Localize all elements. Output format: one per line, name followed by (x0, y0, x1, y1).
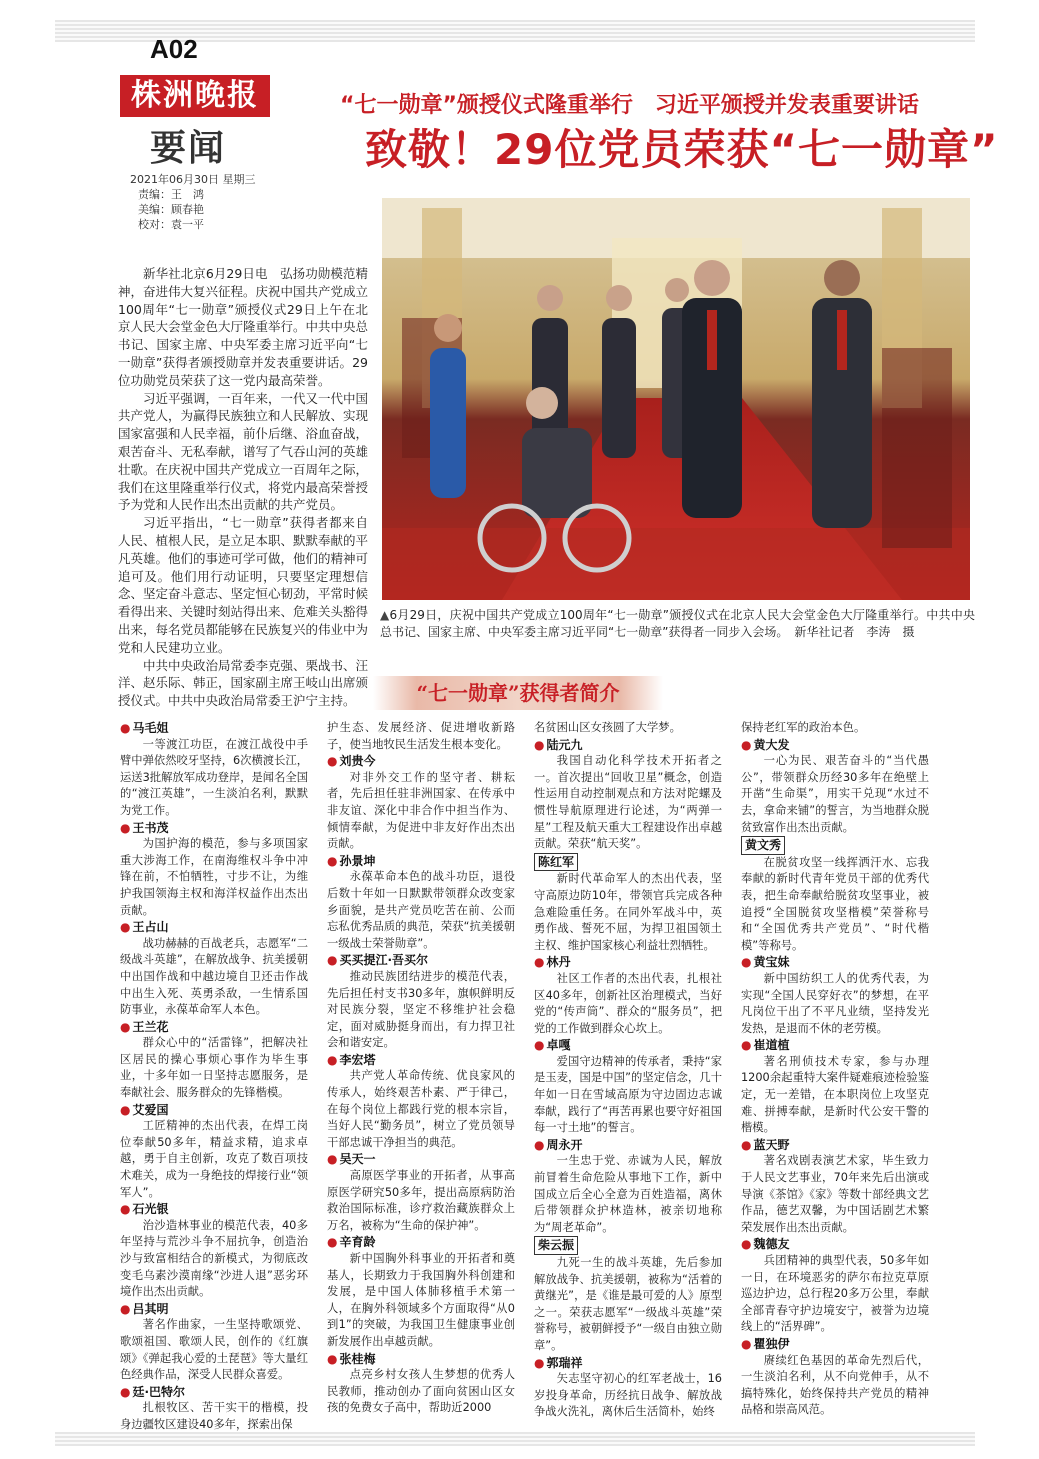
profile-desc: 九死一生的战斗英雄，先后参加解放战争、抗美援朝，被称为“活着的黄继光”，是《谁是最可爱的人》原型之一。荣获志愿军“一级战斗英雄”荣誉称号，被朝鲜授予“一级自由独立勋章”。 (534, 1256, 722, 1352)
article-paragraph: 习近平指出，“七一勋章”获得者都来自人民、植根人民，是立足本职、默默奉献的平凡英雄。他们的事迹可学可做，他们的精神可追可及。他们用行动证明，只要坚定理想信念、坚定奋斗意志、坚定恒心韧劲，平常时候看得出来、关键时刻站得出来、危难关头豁得出来，每名党员都能够在民族复兴的伟业中为党和人民建功立业。 (118, 515, 369, 655)
bullet-icon: ● (120, 1301, 131, 1316)
bullet-icon: ● (120, 721, 131, 735)
profile-name: ● 李宏塔 (327, 1052, 376, 1067)
bullet-icon: ● (120, 1384, 131, 1399)
profile-name: ● 辛育龄 (327, 1235, 376, 1250)
profile-name: ● 卓嘎 (534, 1038, 571, 1053)
profile-desc: 兵团精神的典型代表，50多年如一日，在环境恶劣的萨尔布拉克草原巡边护边，总行程20多万公里，奉献全部青春守护边境安宁，被誉为边境线上的“活界碑”。 (741, 1254, 929, 1334)
profile-name: ● 张桂梅 (327, 1351, 376, 1366)
profile-desc: 一等渡江功臣，在渡江战役中手臂中弹依然咬牙坚持，6次横渡长江，运送3批解放军成功登岸，是闻名全国的“渡江英雄”，一生淡泊名利，默默为党工作。 (120, 737, 308, 817)
profile-name: ● 蓝天野 (741, 1137, 790, 1152)
profiles-banner-title: “七一勋章”获得者简介 (416, 681, 620, 705)
profile-desc: 著名作曲家，一生坚持歌颂党、歌颂祖国、歌颂人民，创作的《红旗颂》《弹起我心爱的土琵琶》等大量红色经典作品，深受人民群众喜爱。 (120, 1318, 308, 1382)
profile-name: ● 周永开 (534, 1137, 583, 1152)
profile-name-boxed: 陈红军 (534, 853, 722, 872)
article-paragraph: 新华社北京6月29日电 弘扬功勋模范精神，奋进伟大复兴征程。庆祝中国共产党成立100周年“七一勋章”颁授仪式29日上午在北京人民大会堂金色大厅隆重举行。中共中央总书记、国家主席、中央军委主席习近平向“七一勋章”获得者颁授勋章并发表重要讲话。29位功勋党员荣获了这一党内最高荣誉。 (118, 266, 369, 388)
profile-continued-text: 保持老红军的政治本色。 (741, 721, 866, 734)
profile-desc: 赓续红色基因的革命先烈后代，一生淡泊名利，从不向党伸手，从不搞特殊化，始终保持共产党员的精神品格和崇高风范。 (741, 1353, 929, 1417)
profile-name: ● 王书茂 (120, 820, 169, 835)
news-photo (382, 198, 970, 600)
profile-name: ● 吴天一 (327, 1152, 376, 1167)
bullet-icon: ● (120, 1019, 131, 1034)
profile-name: ● 王兰花 (120, 1019, 169, 1034)
bullet-icon: ● (120, 1202, 131, 1217)
bullet-icon: ● (327, 953, 338, 968)
masthead-logo: 株洲晚报 (120, 75, 270, 117)
profile-name: ● 马毛姐 (120, 721, 169, 735)
bottom-decorative-stripe (55, 1432, 975, 1446)
profile-desc: 为国护海的模范，参与多项国家重大涉海工作，在南海维权斗争中冲锋在前，不怕牺牲，寸步不让，为维护我国领海主权和海洋权益作出杰出贡献。 (120, 837, 308, 917)
profile-name: ● 陆元九 (534, 737, 583, 752)
profile-name: ● 崔道植 (741, 1038, 790, 1053)
profile-desc: 社区工作者的杰出代表，扎根社区40多年，创新社区治理模式，当好党的“传声筒”、群众的“服务员”，把党的工作做到群众心坎上。 (534, 971, 722, 1035)
bullet-icon: ● (327, 1052, 338, 1067)
profile-desc: 矢志坚守初心的红军老战士，16岁投身革命，历经抗日战争、解放战争战火洗礼，离休后生活简朴，始终 (534, 1372, 722, 1419)
profile-desc: 永葆革命本色的战斗功臣，退役后数十年如一日默默带领群众改变家乡面貌，是共产党员吃苦在前、公而忘私优秀品质的典范，荣获“抗美援朝一级战士荣誉勋章”。 (327, 870, 515, 950)
profile-name: ● 王占山 (120, 920, 169, 935)
article-paragraph: 习近平强调，一百年来，一代又一代中国共产党人，为赢得民族独立和人民解放、实现国家富强和人民幸福，前仆后继、浴血奋战，艰苦奋斗、无私奉献，谱写了气吞山河的英雄壮歌。在庆祝中国共产党成立一百周年之际，我们在这里隆重举行仪式，将党内最高荣誉授予为党和人民作出杰出贡献的共产党员。 (118, 390, 369, 513)
bullet-icon: ● (120, 1102, 131, 1117)
bullet-icon: ● (741, 1137, 752, 1152)
profile-name: ● 魏德友 (741, 1237, 790, 1252)
bullet-icon: ● (327, 1351, 338, 1366)
bullet-icon: ● (120, 920, 131, 935)
profile-desc: 点亮乡村女孩人生梦想的优秀人民教师，推动创办了面向贫困山区女孩的免费女子高中，帮助近2000 (327, 1368, 515, 1415)
caption-marker-icon: ▲ (380, 608, 390, 622)
profile-desc: 高原医学事业的开拓者，从事高原医学研究50多年，提出高原病防治救治国际标准，诊疗救治藏族群众上万名，被称为“生命的保护神”。 (327, 1169, 515, 1232)
profile-name-boxed: 黄文秀 (741, 836, 929, 855)
bullet-icon: ● (120, 820, 131, 835)
article-paragraph: 中共中央政治局常委李克强、栗战书、汪洋、赵乐际、韩正，国家副主席王岐山出席颁授仪式。中共中央政治局常委王沪宁主持。 (118, 657, 369, 709)
profiles-banner (373, 676, 663, 710)
editorial-info (130, 172, 256, 232)
bullet-icon: ● (534, 955, 545, 970)
profile-desc: 推动民族团结进步的模范代表，先后担任村支书30多年，旗帜鲜明反对民族分裂，坚定不移维护社会稳定，面对威胁挺身而出，有力捍卫社会和谐安定。 (327, 969, 515, 1050)
profile-desc: 著名戏剧表演艺术家，毕生致力于人民文艺事业，70年来先后出演或导演《茶馆》《家》等数十部经典文艺作品，德艺双馨，为中国话剧艺术繁荣发展作出杰出贡献。 (741, 1154, 929, 1234)
profile-desc: 著名刑侦技术专家，参与办理1200余起重特大案件疑难痕迹检验鉴定，无一差错，在本职岗位上攻坚克难、拼搏奉献，是新时代公安干警的楷模。 (741, 1054, 929, 1135)
profiles-column-4 (741, 720, 929, 1419)
profile-name: ● 石光银 (120, 1202, 169, 1217)
profile-name: ● 林丹 (534, 955, 571, 970)
profile-desc: 爱国守边精神的传承者，秉持“家是玉麦，国是中国”的坚定信念，几十年如一日在雪域高原为守边固边志诚奉献，践行了“再苦再累也要守好祖国每一寸土地”的誓言。 (534, 1054, 722, 1135)
bullet-icon: ● (534, 1355, 545, 1370)
editor-credit: 责编：王 鸿 (138, 188, 204, 201)
proofreader-credit: 校对：袁一平 (138, 218, 204, 231)
bullet-icon: ● (327, 754, 338, 769)
profile-desc: 新中国纺织工人的优秀代表，为实现“全国人民穿好衣”的梦想，在平凡岗位干出了不平凡业绩，坚持发光发热，是退而不休的老劳模。 (741, 971, 929, 1035)
profile-name: ● 黄大发 (741, 737, 790, 752)
issue-date: 2021年06月30日 星期三 (130, 173, 256, 186)
bullet-icon: ● (741, 737, 752, 752)
profile-name: ● 黄宝妹 (741, 955, 790, 970)
profile-desc: 在脱贫攻坚一线挥洒汗水、忘我奉献的新时代青年党员干部的优秀代表，把生命奉献给脱贫攻坚事业，被追授“全国脱贫攻坚楷模”荣誉称号和“全国优秀共产党员”、“时代楷模”等称号。 (741, 855, 929, 952)
bullet-icon: ● (327, 1152, 338, 1167)
profiles-column-1 (120, 720, 308, 1434)
profile-desc: 对非外交工作的坚守者、耕耘者，先后担任驻非洲国家、在传承中非友谊、深化中非合作中担当作为、倾情奉献，为促进中非友好作出杰出贡献。 (327, 770, 515, 851)
profile-name: ● 廷·巴特尔 (120, 1384, 186, 1399)
bullet-icon: ● (741, 955, 752, 970)
headline-kicker: “七一勋章”颁授仪式隆重举行 习近平颁授并发表重要讲话 (340, 93, 919, 118)
section-title: 要闻 (150, 127, 227, 169)
profile-desc: 新时代革命军人的杰出代表，坚守高原边防10年，带领官兵完成各种急难险重任务。在同外军战斗中，英勇作战、誓死不屈，为捍卫祖国领土主权、维护国家核心利益壮烈牺牲。 (534, 872, 722, 952)
profile-name-boxed: 柴云振 (534, 1236, 722, 1255)
lead-article (118, 265, 368, 710)
profile-desc: 群众心中的“活雷锋”，把解决社区居民的操心事烦心事作为毕生事业，十多年如一日坚持志愿服务，是奉献社会、服务群众的先锋楷模。 (120, 1036, 308, 1100)
profile-name: ● 孙景坤 (327, 853, 376, 868)
profile-name: ● 买买提江·吾买尔 (327, 953, 429, 968)
designer-credit: 美编：顾春艳 (138, 203, 204, 216)
bullet-icon: ● (327, 1235, 338, 1250)
bullet-icon: ● (741, 1038, 752, 1053)
profile-continued-text: 名贫困山区女孩圆了大学梦。 (534, 721, 681, 734)
profile-name: ● 吕其明 (120, 1301, 169, 1316)
profile-desc: 治沙造林事业的模范代表，40多年坚持与荒沙斗争不屈抗争，创造治沙与致富相结合的新模式，为彻底改变毛乌素沙漠南缘“沙进人退”恶劣环境作出杰出贡献。 (120, 1218, 308, 1299)
profile-name: ● 刘贵今 (327, 754, 376, 769)
profile-desc: 一心为民、艰苦奋斗的“当代愚公”，带领群众历经30多年在绝壁上开凿“生命渠”，用实干兑现“水过不去，拿命来铺”的誓言，为当地群众脱贫致富作出杰出贡献。 (741, 754, 929, 834)
profile-desc: 新中国胸外科事业的开拓者和奠基人，长期致力于我国胸外科创建和发展，是中国人体肺移植手术第一人，在胸外科领域多个方面取得“从0到1”的突破，为我国卫生健康事业创新发展作出卓越贡献。 (327, 1252, 515, 1348)
photo-caption (380, 607, 975, 641)
bullet-icon: ● (534, 1038, 545, 1053)
bullet-icon: ● (741, 1237, 752, 1252)
profile-continued-text: 护生态、发展经济、促进增收新路子，使当地牧民生活发生根本变化。 (327, 721, 515, 751)
profile-desc: 扎根牧区、苦干实干的楷模，投身边疆牧区建设40多年，探索出保 (120, 1401, 308, 1431)
profile-desc: 工匠精神的杰出代表，在焊工岗位奉献50多年，精益求精，追求卓越，勇于自主创新，攻克了数百项技术难关，成为一身绝技的焊接行业“领军人”。 (120, 1119, 308, 1199)
page-number: A02 (150, 34, 198, 64)
bullet-icon: ● (534, 737, 545, 752)
caption-text: 6月29日，庆祝中国共产党成立100周年“七一勋章”颁授仪式在北京人民大会堂金色大厅隆重举行。中共中央总书记、国家主席、中央军委主席习近平同“七一勋章”获得者一同步入会场。 新华社记者 李涛 摄 (380, 608, 975, 639)
profile-name: ● 瞿独伊 (741, 1336, 790, 1351)
ceremony-photo-illustration (382, 198, 970, 600)
bullet-icon: ● (534, 1137, 545, 1152)
profile-desc: 一生忠于党、赤诚为人民，解放前冒着生命危险从事地下工作，新中国成立后全心全意为百姓造福，离休后带领群众护林造林，被亲切地称为“周老革命”。 (534, 1154, 722, 1234)
profile-name: ● 郭瑞祥 (534, 1355, 583, 1370)
main-headline: 致敬！29位党员荣获“七一勋章” (365, 125, 999, 174)
profile-name: ● 艾爱国 (120, 1102, 169, 1117)
profile-desc: 我国自动化科学技术开拓者之一。首次提出“回收卫星”概念，创造性运用自动控制观点和方法对陀螺及惯性导航原理进行论述，为“两弹一星”工程及航天重大工程建设作出卓越贡献。荣获“航天奖”。 (534, 754, 722, 851)
profile-desc: 战功赫赫的百战老兵，志愿军“二级战斗英雄”，在解放战争、抗美援朝中出国作战和中越边境自卫还击作战中出生入死、英勇杀敌，一生情系国防事业，永葆革命军人本色。 (120, 936, 308, 1017)
profile-desc: 共产党人革命传统、优良家风的传承人，始终艰苦朴素、严于律己，在每个岗位上都践行党的根本宗旨，当好人民“勤务员”，树立了党员领导干部忠诚干净担当的典范。 (327, 1069, 515, 1149)
bullet-icon: ● (327, 853, 338, 868)
profiles-column-2 (327, 720, 515, 1417)
bullet-icon: ● (741, 1336, 752, 1351)
profiles-column-3 (534, 720, 722, 1421)
